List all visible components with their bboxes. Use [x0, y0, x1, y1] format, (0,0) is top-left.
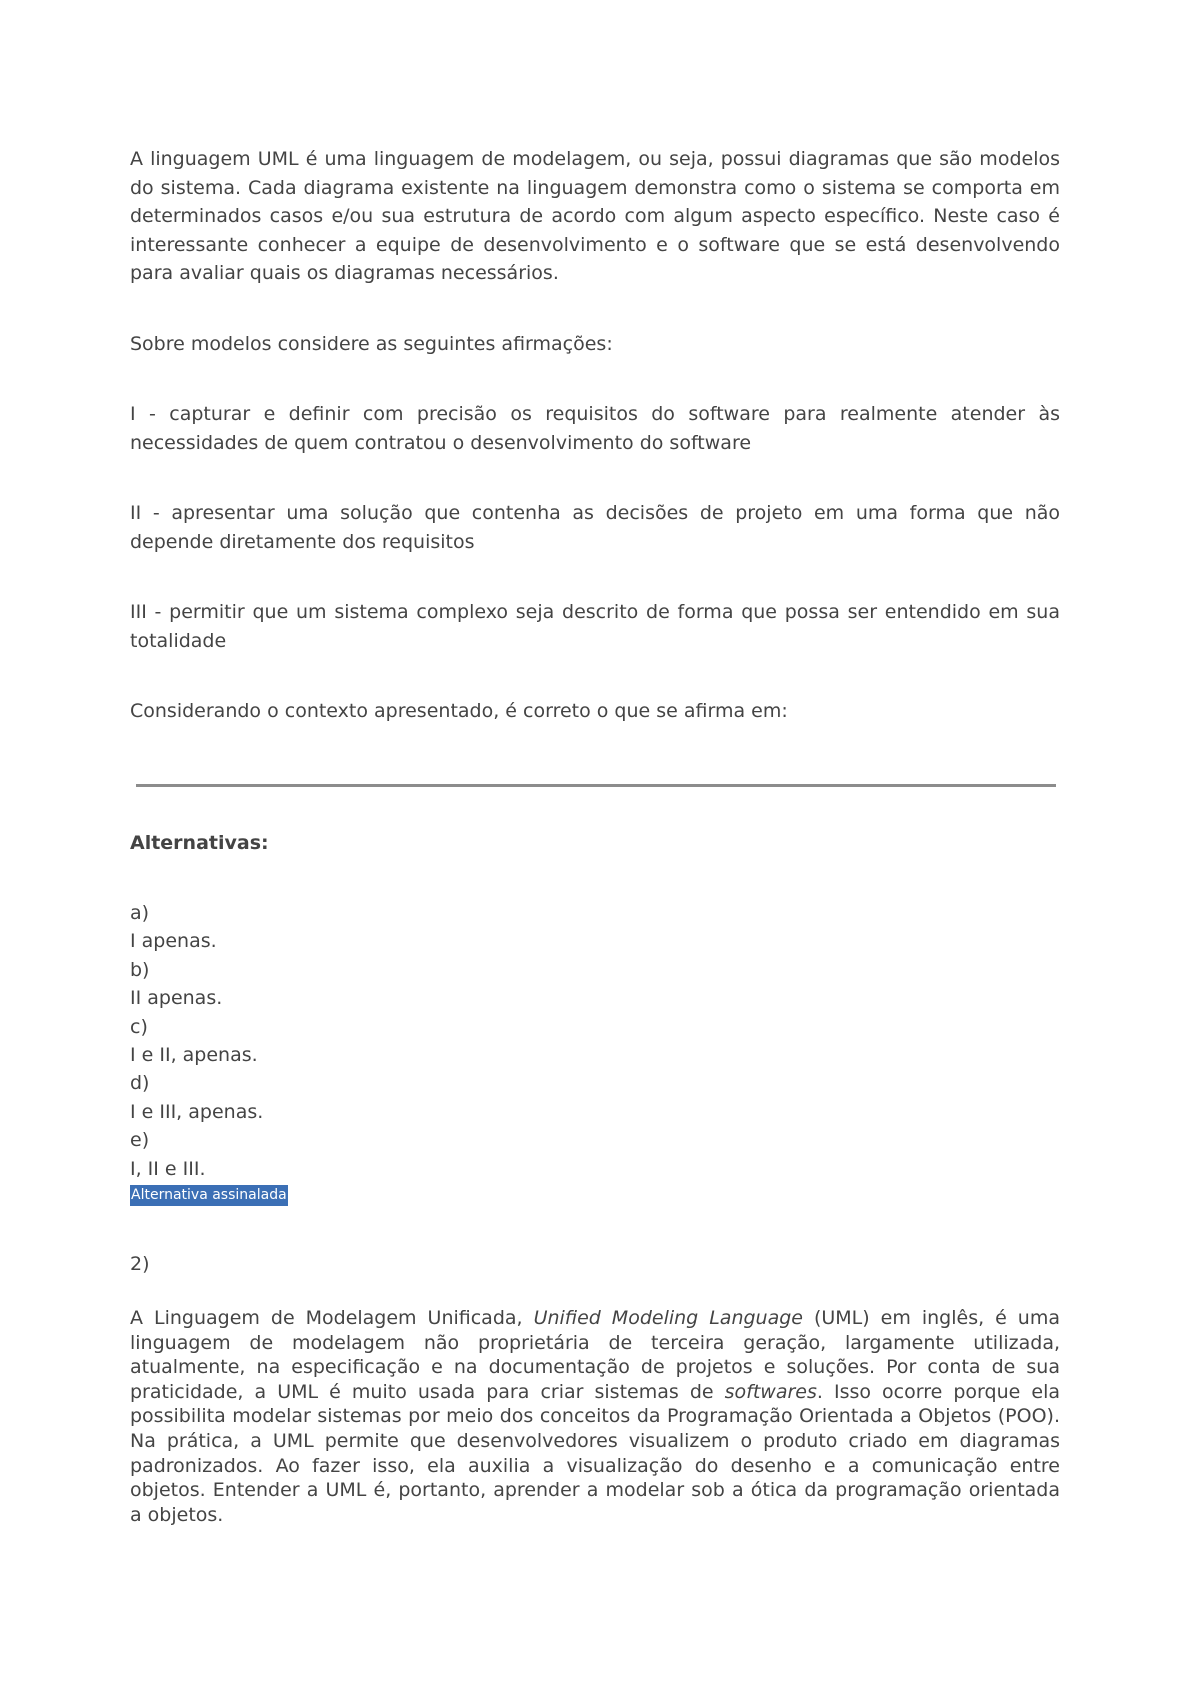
alternative-b-letter[interactable]: b)	[130, 958, 150, 981]
statement-2: II - apresentar uma solução que contenha as decisões de projeto em uma forma que não depende diretamente dos requisitos	[130, 502, 1060, 553]
question-prompt: Sobre modelos considere as seguintes afirmações:	[130, 332, 613, 355]
alternative-c-text[interactable]: I e II, apenas.	[130, 1044, 258, 1067]
question-2-number: 2)	[130, 1253, 150, 1276]
statement-3: III - permitir que um sistema complexo seja descrito de forma que possa ser entendido em sua totalidade	[130, 601, 1060, 652]
question-2-text	[130, 1306, 1060, 1527]
alternative-e-letter[interactable]: e)	[130, 1129, 150, 1152]
question-intro: A linguagem UML é uma linguagem de modelagem, ou seja, possui diagramas que são modelos do sistema. Cada diagrama existente na linguagem demonstra como o sistema se comporta em determinados casos e/ou sua estrutura de acordo com algum aspecto específico. Neste caso é interessante conhecer a equipe de desenvolvimento e o software que se está desenvolvendo para avaliar quais os diagramas necessários.	[130, 148, 1060, 284]
selected-alternative-badge: Alternativa assinalada	[130, 1185, 288, 1206]
horizontal-divider	[136, 784, 1056, 787]
alternative-c-letter[interactable]: c)	[130, 1015, 148, 1038]
q2-text-part-1: A Linguagem de Modelagem Unificada,	[130, 1307, 534, 1330]
alternatives-heading: Alternativas:	[130, 831, 269, 854]
q2-text-part-4: softwares	[724, 1380, 817, 1403]
alternative-d-letter[interactable]: d)	[130, 1072, 150, 1095]
alternative-a-text[interactable]: I apenas.	[130, 930, 217, 953]
question-1	[130, 145, 1060, 726]
q2-text-part-2: Unified Modeling Language	[533, 1307, 803, 1330]
q2-text-part-5: . Isso ocorre porque ela possibilita modelar sistemas por meio dos conceitos da Programação Orientada a Objetos (POO). Na prática, a UML permite que desenvolvedores visualizem o produto criado em diagramas padronizados. Ao fazer isso, ela auxilia a visualização do desenho e a comunicação entre objetos. Entender a UML é, portanto, aprender a modelar sob a ótica da programação orientada a objetos.	[130, 1380, 1060, 1526]
alternative-e-text[interactable]: I, II e III.	[130, 1157, 206, 1180]
alternatives-list	[130, 899, 1060, 1206]
alternative-a-letter[interactable]: a)	[130, 902, 150, 924]
question-text: Considerando o contexto apresentado, é correto o que se afirma em:	[130, 700, 788, 722]
statement-1: I - capturar e definir com precisão os requisitos do software para realmente atender às necessidades de quem contratou o desenvolvimento do software	[130, 403, 1060, 454]
document-page	[130, 145, 1060, 1527]
q2-text-part-3: (UML) em inglês, é uma linguagem de modelagem não proprietária de terceira geração, largamente utilizada, atualmente, na especificação e na documentação de projetos e soluções. Por conta de sua praticidade, a UML é muito usada para criar sistemas de	[130, 1307, 1060, 1403]
alternative-d-text[interactable]: I e III, apenas.	[130, 1100, 264, 1123]
alternative-b-text[interactable]: II apenas.	[130, 987, 223, 1010]
